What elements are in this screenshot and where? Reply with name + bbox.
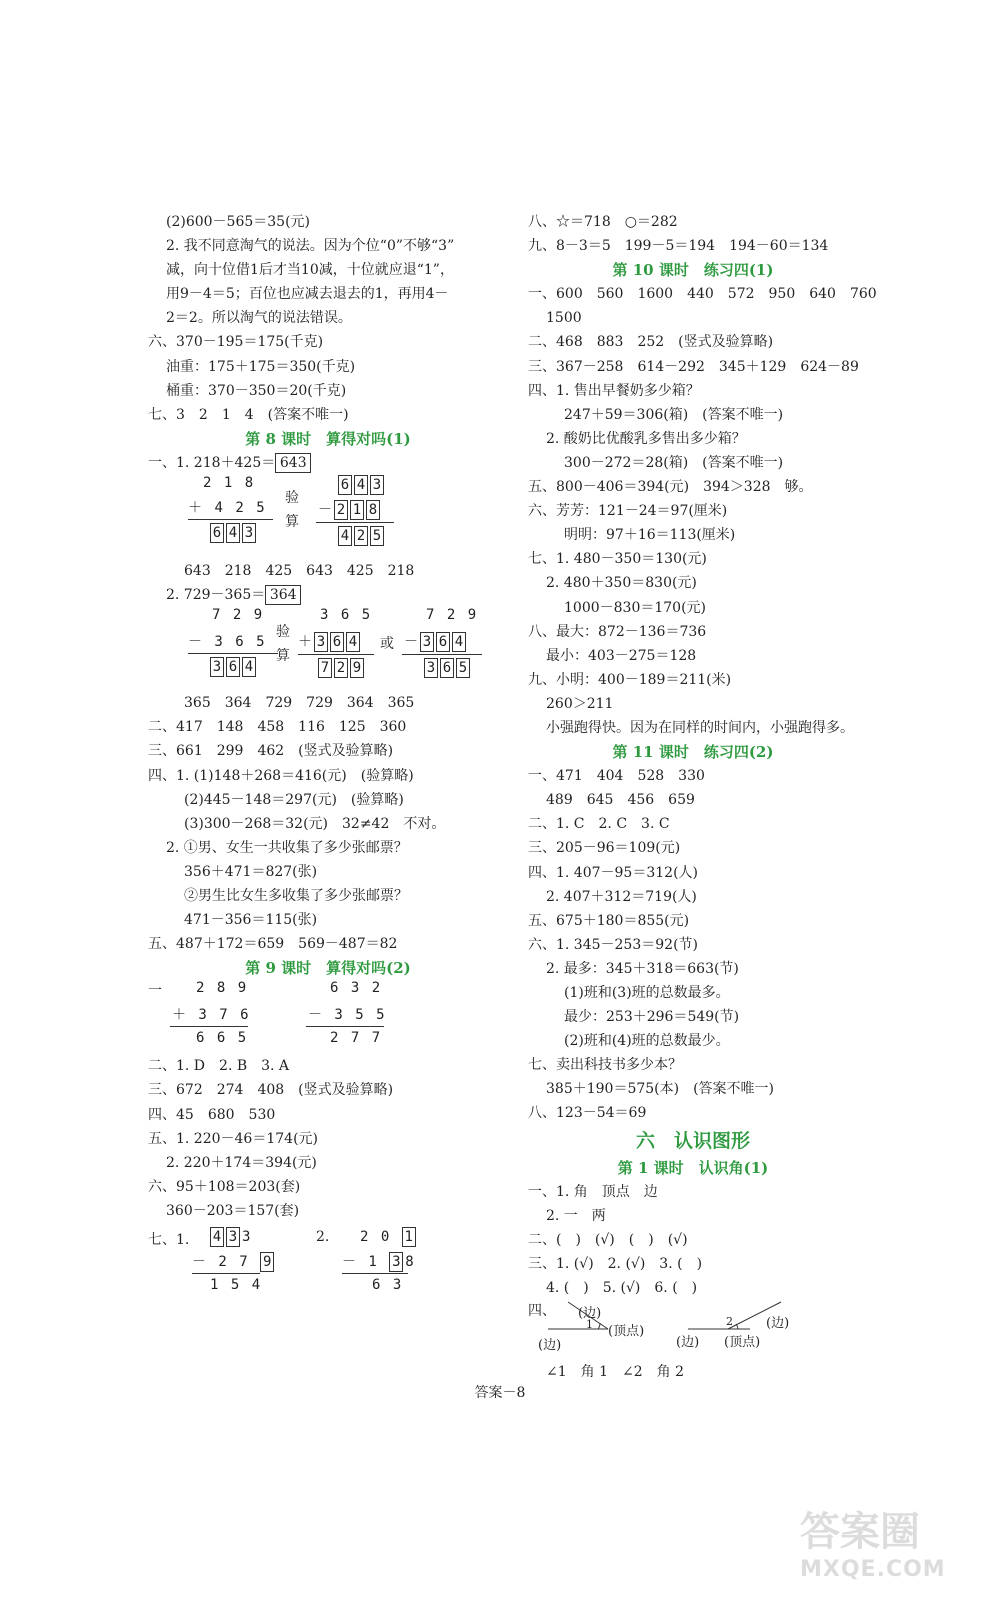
subtrahend: － 3 5 5: [308, 1007, 387, 1024]
answer-line: 小强跑得快。因为在同样的时间内，小强跑得多。: [546, 719, 854, 736]
vertical-calculation: [148, 607, 508, 685]
check-row: 7 2 9: [318, 658, 366, 678]
page-number: 答案－8: [474, 1385, 526, 1401]
edge-label: (边): [676, 1335, 700, 1351]
answer-line: 九、小明：400－189＝211(米): [528, 671, 732, 688]
section-title: 第 8 课时 算得对吗(1): [245, 429, 411, 448]
check-label: 算: [276, 648, 290, 665]
answer-line: 471－356＝115(张): [184, 912, 318, 929]
answer-line: 一、600 560 1600 440 572 950 640 760: [528, 286, 877, 303]
answer-line: 五、675＋180＝855(元): [528, 912, 690, 929]
answer-line: 三、1. (√) 2. (√) 3. ( ): [528, 1255, 703, 1272]
answer-line: 247＋59＝306(箱) (答案不唯一): [564, 406, 784, 423]
check-row: 4 2 5: [338, 526, 386, 546]
addend: 2 8 9: [196, 980, 249, 997]
check-row: 3 6 5: [320, 607, 373, 624]
answer-line: 360－203＝157(套): [166, 1202, 300, 1219]
vertical-calculation: [148, 1225, 508, 1301]
answer-line: 2. 220＋174＝394(元): [166, 1154, 317, 1171]
answer-line: 八、123－54＝69: [528, 1105, 647, 1122]
answer-line: [148, 451, 508, 475]
answer-line: 2＝2。所以淘气的说法错误。: [166, 310, 352, 327]
edge-label: (边): [538, 1338, 562, 1354]
or-label: 或: [380, 636, 394, 653]
answer-line: (3)300－268＝32(元) 32≠42 不对。: [184, 815, 446, 832]
result: 6 3: [372, 1277, 404, 1293]
answer-line: 减，向十位借1后才当10减，十位就应退“1”，: [166, 262, 454, 279]
question-number: 四、: [528, 1303, 556, 1320]
answer-line: 油重：175＋175＝350(千克): [166, 358, 356, 375]
vertex-label: (顶点): [608, 1324, 645, 1340]
answer-line: 2. 酸奶比优酸乳多售出多少箱？: [546, 430, 746, 447]
check-row: － 2 1 8: [318, 499, 382, 520]
check-row: 7 2 9: [426, 607, 479, 624]
check-row: 6 4 3: [338, 475, 386, 495]
answer-line: 四、1. (1)148＋268＝416(元) (验算略): [148, 767, 414, 784]
answer-line: 一、1. 角 顶点 边: [528, 1183, 658, 1200]
addend: ＋ 4 2 5: [188, 500, 267, 517]
subtrahend: － 2 7 9: [192, 1251, 276, 1272]
answer-line: 一、471 404 528 330: [528, 768, 705, 785]
minuend: 2 0 1: [360, 1227, 418, 1247]
equation: 一、1. 218＋425＝: [148, 454, 276, 471]
check-label: 验: [285, 490, 299, 507]
answer-line: 2. 480＋350＝830(元): [546, 575, 697, 592]
vertex-label: (顶点): [724, 1335, 761, 1351]
unit-title: 六 认识图形: [635, 1129, 750, 1152]
result: 1 5 4: [210, 1277, 263, 1293]
left-column: [148, 210, 508, 1301]
answer-line: 300－272＝28(箱) (答案不唯一): [564, 454, 784, 471]
answer-line: ∠1 角 1 ∠2 角 2: [546, 1364, 684, 1381]
answer-line: 最少：253＋296＝549(节): [564, 1009, 740, 1026]
answer-line: 三、672 274 408 (竖式及验算略): [148, 1082, 394, 1099]
answer-line: 2. ①男、女生一共收集了多少张邮票？: [166, 839, 408, 856]
answer-line: 260＞211: [546, 695, 614, 712]
answer-line: (2)600－565＝35(元): [166, 214, 311, 230]
question-number: 七、1.: [148, 1232, 190, 1248]
answer-line: 六、95＋108＝203(套): [148, 1178, 301, 1195]
answer-box: 643: [275, 453, 311, 473]
answer-line: 643 218 425 643 425 218: [184, 563, 415, 580]
answer-line: 2. 我不同意淘气的说法。因为个位“0”不够“3”: [166, 238, 455, 255]
answer-line: 三、367－258 614－292 345＋129 624－89: [528, 358, 859, 375]
answer-line: 二、1. D 2. B 3. A: [148, 1058, 290, 1075]
answer-line: 2. 一 两: [546, 1207, 606, 1224]
edge-label: (边): [578, 1306, 602, 1322]
answer-line: 九、8－3＝5 199－5＝194 194－60＝134: [528, 238, 829, 255]
answer-line: 六、1. 345－253＝92(节): [528, 936, 698, 953]
answer-line: 二、417 148 458 116 125 360: [148, 719, 407, 736]
answer-line: 4. ( ) 5. (√) 6. ( ): [546, 1280, 698, 1297]
answer-line: 七、3 2 1 4 (答案不唯一): [148, 406, 349, 423]
answer-line: 三、205－96＝109(元): [528, 840, 681, 857]
answer-line: 三、661 299 462 (竖式及验算略): [148, 743, 394, 760]
answer-line: 四、1. 售出早餐奶多少箱？: [528, 382, 700, 399]
answer-line: 385＋190＝575(本) (答案不唯一): [546, 1081, 775, 1098]
answer-line: 五、1. 220－46＝174(元): [148, 1130, 318, 1147]
check-label: 验: [276, 624, 290, 641]
answer-line: 2. 最多：345＋318＝663(节): [546, 960, 739, 977]
equation: 2. 729－365＝: [166, 587, 266, 604]
addend: 2 1 8: [203, 475, 256, 492]
minuend: 4 3 3: [210, 1227, 252, 1247]
right-column: [528, 210, 877, 1384]
answer-line: 八、最大：872－136＝736: [528, 623, 707, 640]
edge-label: (边): [766, 1316, 790, 1332]
angle-number: 1: [586, 1318, 593, 1332]
answer-line: 五、800－406＝394(元) 394＞328 够。: [528, 479, 813, 496]
answer-line: 八、☆＝718 ○＝282: [528, 214, 678, 230]
section-title: 第 11 课时 练习四(2): [612, 743, 774, 762]
section-title: 第 1 课时 认识角(1): [617, 1158, 769, 1177]
result: 2 7 7: [330, 1030, 383, 1047]
section-title: 第 9 课时 算得对吗(2): [245, 959, 411, 978]
answer-line: 六、370－195＝175(千克): [148, 334, 324, 351]
check-row: － 3 6 4: [404, 631, 468, 652]
answer-line: 桶重：370－350＝20(千克): [166, 382, 347, 399]
answer-line: ②男生比女生多收集了多少张邮票？: [184, 887, 408, 904]
answer-line: (1)班和(3)班的总数最多。: [564, 985, 730, 1001]
minuend: 6 3 2: [330, 980, 383, 997]
question-number: 2.: [316, 1229, 330, 1245]
answer-line: 五、487＋172＝659 569－487＝82: [148, 936, 398, 953]
subtrahend: － 3 6 5: [188, 634, 267, 651]
answer-line: 二、( ) (√) ( ) (√): [528, 1231, 688, 1248]
result: 6 4 3: [210, 523, 258, 543]
answer-line: 2. 407＋312＝719(人): [546, 888, 697, 905]
answer-line: 最小：403－275＝128: [546, 647, 697, 664]
vertical-calculation: [148, 980, 508, 1054]
check-row: 3 6 5: [424, 658, 472, 678]
vertical-calculation: [148, 475, 508, 553]
angle-number: 2: [726, 1315, 733, 1329]
answer-line: (2)445－148＝297(元) (验算略): [184, 791, 404, 808]
answer-line: 365 364 729 729 364 365: [184, 695, 415, 712]
check-label: 算: [285, 514, 299, 531]
answer-line: 1500: [546, 310, 582, 327]
answer-line: 489 645 456 659: [546, 792, 695, 809]
minuend: 7 2 9: [212, 607, 265, 624]
answer-line: 七、卖出科技书多少本？: [528, 1057, 682, 1074]
result: 6 6 5: [196, 1030, 249, 1047]
answer-line: 二、1. C 2. C 3. C: [528, 816, 670, 833]
answer-line: 356＋471＝827(张): [184, 863, 318, 880]
answer-line: 二、468 883 252 (竖式及验算略): [528, 334, 774, 351]
question-number: 一: [148, 983, 164, 1000]
answer-line: 明明：97＋16＝113(厘米): [564, 527, 736, 544]
watermark-logo: 答案圈 MXQE.COM: [800, 1509, 946, 1582]
answer-line: (2)班和(4)班的总数最少。: [564, 1033, 730, 1050]
answer-line: 四、1. 407－95＝312(人): [528, 864, 698, 881]
answer-line: 七、1. 480－350＝130(元): [528, 551, 707, 568]
check-row: ＋ 3 6 4: [298, 631, 362, 652]
result: 3 6 4: [210, 657, 258, 677]
subtrahend: － 1 3 8: [342, 1254, 416, 1270]
addend: ＋ 3 7 6: [172, 1007, 251, 1024]
answer-line: [148, 583, 508, 607]
answer-line: 1000－830＝170(元): [564, 599, 706, 616]
section-title: 第 10 课时 练习四(1): [612, 261, 774, 280]
answer-box: 364: [265, 585, 301, 605]
angle-diagram: [528, 1300, 858, 1360]
answer-line: 四、45 680 530: [148, 1106, 276, 1123]
answer-line: 用9－4＝5；百位也应减去退去的1，再用4－: [166, 286, 449, 303]
answer-line: 六、芳芳：121－24＝97(厘米): [528, 503, 728, 520]
